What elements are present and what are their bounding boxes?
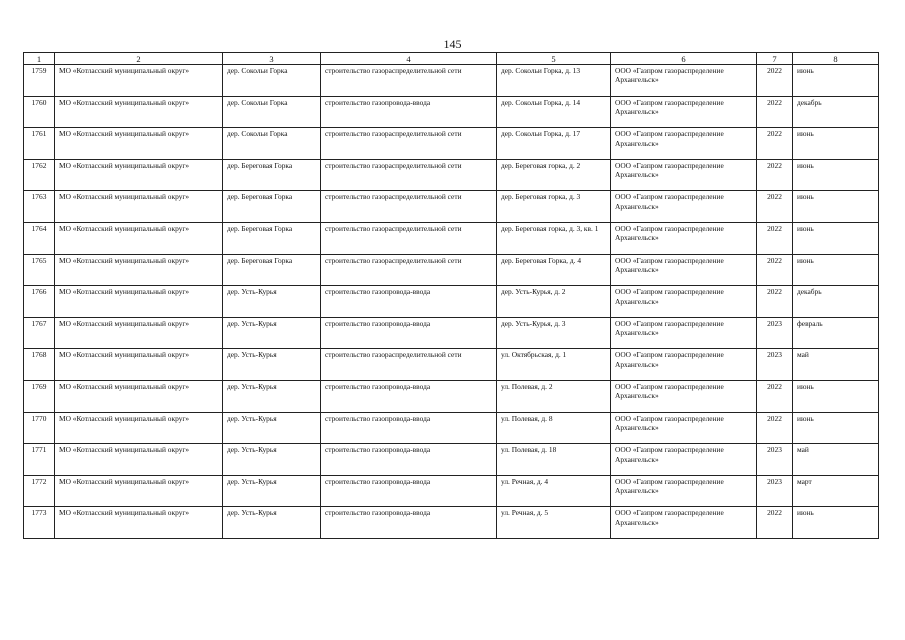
organization-cell: ООО «Газпром газораспределение Архангельск»	[611, 191, 757, 223]
year-cell: 2022	[757, 128, 793, 160]
municipality-cell: МО «Котласский муниципальный округ»	[55, 349, 223, 381]
address-cell: дер. Береговая горка, д. 3, кв. 1	[497, 222, 611, 254]
row-number: 1769	[24, 380, 55, 412]
column-header: 1	[24, 53, 55, 65]
month-cell: июнь	[793, 254, 879, 286]
year-cell: 2022	[757, 507, 793, 539]
row-number: 1764	[24, 222, 55, 254]
table-row	[24, 191, 879, 223]
row-number: 1773	[24, 507, 55, 539]
municipality-cell: МО «Котласский муниципальный округ»	[55, 412, 223, 444]
address-cell: дер. Береговая Горка, д. 4	[497, 254, 611, 286]
settlement-cell: дер. Усть-Курья	[223, 286, 321, 318]
year-cell: 2022	[757, 96, 793, 128]
table-row	[24, 159, 879, 191]
year-cell: 2023	[757, 444, 793, 476]
table-row	[24, 96, 879, 128]
address-cell: ул. Полевая, д. 8	[497, 412, 611, 444]
organization-cell: ООО «Газпром газораспределение Архангельск»	[611, 412, 757, 444]
address-cell: дер. Береговая горка, д. 3	[497, 191, 611, 223]
work-type-cell: строительство газораспределительной сети	[321, 128, 497, 160]
address-cell: дер. Усть-Курья, д. 2	[497, 286, 611, 318]
organization-cell: ООО «Газпром газораспределение Архангельск»	[611, 444, 757, 476]
address-cell: ул. Речная, д. 5	[497, 507, 611, 539]
organization-cell: ООО «Газпром газораспределение Архангельск»	[611, 65, 757, 97]
month-cell: июнь	[793, 222, 879, 254]
address-cell: ул. Полевая, д. 2	[497, 380, 611, 412]
municipality-cell: МО «Котласский муниципальный округ»	[55, 191, 223, 223]
month-cell: май	[793, 349, 879, 381]
table-row	[24, 222, 879, 254]
year-cell: 2022	[757, 191, 793, 223]
settlement-cell: дер. Усть-Курья	[223, 475, 321, 507]
month-cell: июнь	[793, 412, 879, 444]
work-type-cell: строительство газопровода-ввода	[321, 444, 497, 476]
municipality-cell: МО «Котласский муниципальный округ»	[55, 286, 223, 318]
year-cell: 2022	[757, 380, 793, 412]
month-cell: май	[793, 444, 879, 476]
year-cell: 2022	[757, 254, 793, 286]
municipality-cell: МО «Котласский муниципальный округ»	[55, 254, 223, 286]
table-row	[24, 475, 879, 507]
municipality-cell: МО «Котласский муниципальный округ»	[55, 507, 223, 539]
year-cell: 2023	[757, 475, 793, 507]
month-cell: июнь	[793, 191, 879, 223]
municipality-cell: МО «Котласский муниципальный округ»	[55, 380, 223, 412]
address-cell: дер. Сокольи Горка, д. 14	[497, 96, 611, 128]
municipality-cell: МО «Котласский муниципальный округ»	[55, 475, 223, 507]
month-cell: февраль	[793, 317, 879, 349]
settlement-cell: дер. Береговая Горка	[223, 222, 321, 254]
work-type-cell: строительство газораспределительной сети	[321, 65, 497, 97]
month-cell: март	[793, 475, 879, 507]
table-row	[24, 444, 879, 476]
year-cell: 2022	[757, 65, 793, 97]
work-type-cell: строительство газопровода-ввода	[321, 507, 497, 539]
row-number: 1766	[24, 286, 55, 318]
address-cell: ул. Полевая, д. 18	[497, 444, 611, 476]
month-cell: июнь	[793, 507, 879, 539]
address-cell: дер. Береговая горка, д. 2	[497, 159, 611, 191]
row-number: 1770	[24, 412, 55, 444]
gasification-table	[23, 52, 879, 539]
work-type-cell: строительство газораспределительной сети	[321, 191, 497, 223]
address-cell: дер. Сокольи Горка, д. 13	[497, 65, 611, 97]
month-cell: декабрь	[793, 286, 879, 318]
settlement-cell: дер. Усть-Курья	[223, 412, 321, 444]
year-cell: 2022	[757, 159, 793, 191]
address-cell: дер. Сокольи Горка, д. 17	[497, 128, 611, 160]
table-row	[24, 65, 879, 97]
organization-cell: ООО «Газпром газораспределение Архангельск»	[611, 159, 757, 191]
table-row	[24, 254, 879, 286]
table-row	[24, 317, 879, 349]
work-type-cell: строительство газопровода-ввода	[321, 286, 497, 318]
address-cell: ул. Речная, д. 4	[497, 475, 611, 507]
organization-cell: ООО «Газпром газораспределение Архангельск»	[611, 349, 757, 381]
header-row	[24, 53, 879, 65]
month-cell: июнь	[793, 128, 879, 160]
organization-cell: ООО «Газпром газораспределение Архангельск»	[611, 507, 757, 539]
organization-cell: ООО «Газпром газораспределение Архангельск»	[611, 286, 757, 318]
column-header: 2	[55, 53, 223, 65]
settlement-cell: дер. Береговая Горка	[223, 191, 321, 223]
municipality-cell: МО «Котласский муниципальный округ»	[55, 128, 223, 160]
municipality-cell: МО «Котласский муниципальный округ»	[55, 96, 223, 128]
row-number: 1762	[24, 159, 55, 191]
settlement-cell: дер. Усть-Курья	[223, 380, 321, 412]
table-row	[24, 412, 879, 444]
column-header: 7	[757, 53, 793, 65]
year-cell: 2023	[757, 349, 793, 381]
organization-cell: ООО «Газпром газораспределение Архангельск»	[611, 96, 757, 128]
table-body	[24, 65, 879, 539]
settlement-cell: дер. Береговая Горка	[223, 254, 321, 286]
work-type-cell: строительство газораспределительной сети	[321, 349, 497, 381]
row-number: 1767	[24, 317, 55, 349]
address-cell: ул. Октябрьская, д. 1	[497, 349, 611, 381]
organization-cell: ООО «Газпром газораспределение Архангельск»	[611, 128, 757, 160]
year-cell: 2022	[757, 412, 793, 444]
organization-cell: ООО «Газпром газораспределение Архангельск»	[611, 475, 757, 507]
table-row	[24, 349, 879, 381]
settlement-cell: дер. Усть-Курья	[223, 507, 321, 539]
table-row	[24, 286, 879, 318]
municipality-cell: МО «Котласский муниципальный округ»	[55, 444, 223, 476]
work-type-cell: строительство газораспределительной сети	[321, 254, 497, 286]
page-number: 145	[443, 37, 462, 51]
settlement-cell: дер. Усть-Курья	[223, 317, 321, 349]
organization-cell: ООО «Газпром газораспределение Архангельск»	[611, 222, 757, 254]
month-cell: июнь	[793, 159, 879, 191]
row-number: 1760	[24, 96, 55, 128]
table-row	[24, 380, 879, 412]
month-cell: июнь	[793, 65, 879, 97]
address-cell: дер. Усть-Курья, д. 3	[497, 317, 611, 349]
row-number: 1771	[24, 444, 55, 476]
work-type-cell: строительство газораспределительной сети	[321, 159, 497, 191]
settlement-cell: дер. Усть-Курья	[223, 444, 321, 476]
column-header: 3	[223, 53, 321, 65]
month-cell: декабрь	[793, 96, 879, 128]
column-header: 5	[497, 53, 611, 65]
column-header: 4	[321, 53, 497, 65]
row-number: 1761	[24, 128, 55, 160]
municipality-cell: МО «Котласский муниципальный округ»	[55, 222, 223, 254]
municipality-cell: МО «Котласский муниципальный округ»	[55, 317, 223, 349]
row-number: 1765	[24, 254, 55, 286]
year-cell: 2022	[757, 286, 793, 318]
year-cell: 2022	[757, 222, 793, 254]
table-row	[24, 128, 879, 160]
row-number: 1759	[24, 65, 55, 97]
settlement-cell: дер. Сокольи Горка	[223, 96, 321, 128]
month-cell: июнь	[793, 380, 879, 412]
year-cell: 2023	[757, 317, 793, 349]
settlement-cell: дер. Усть-Курья	[223, 349, 321, 381]
settlement-cell: дер. Сокольи Горка	[223, 65, 321, 97]
work-type-cell: строительство газопровода-ввода	[321, 412, 497, 444]
municipality-cell: МО «Котласский муниципальный округ»	[55, 159, 223, 191]
organization-cell: ООО «Газпром газораспределение Архангельск»	[611, 317, 757, 349]
work-type-cell: строительство газопровода-ввода	[321, 475, 497, 507]
row-number: 1772	[24, 475, 55, 507]
row-number: 1768	[24, 349, 55, 381]
work-type-cell: строительство газопровода-ввода	[321, 317, 497, 349]
organization-cell: ООО «Газпром газораспределение Архангельск»	[611, 380, 757, 412]
table-row	[24, 507, 879, 539]
work-type-cell: строительство газопровода-ввода	[321, 96, 497, 128]
organization-cell: ООО «Газпром газораспределение Архангельск»	[611, 254, 757, 286]
work-type-cell: строительство газопровода-ввода	[321, 380, 497, 412]
row-number: 1763	[24, 191, 55, 223]
municipality-cell: МО «Котласский муниципальный округ»	[55, 65, 223, 97]
settlement-cell: дер. Сокольи Горка	[223, 128, 321, 160]
settlement-cell: дер. Береговая Горка	[223, 159, 321, 191]
column-header: 8	[793, 53, 879, 65]
work-type-cell: строительство газораспределительной сети	[321, 222, 497, 254]
column-header: 6	[611, 53, 757, 65]
